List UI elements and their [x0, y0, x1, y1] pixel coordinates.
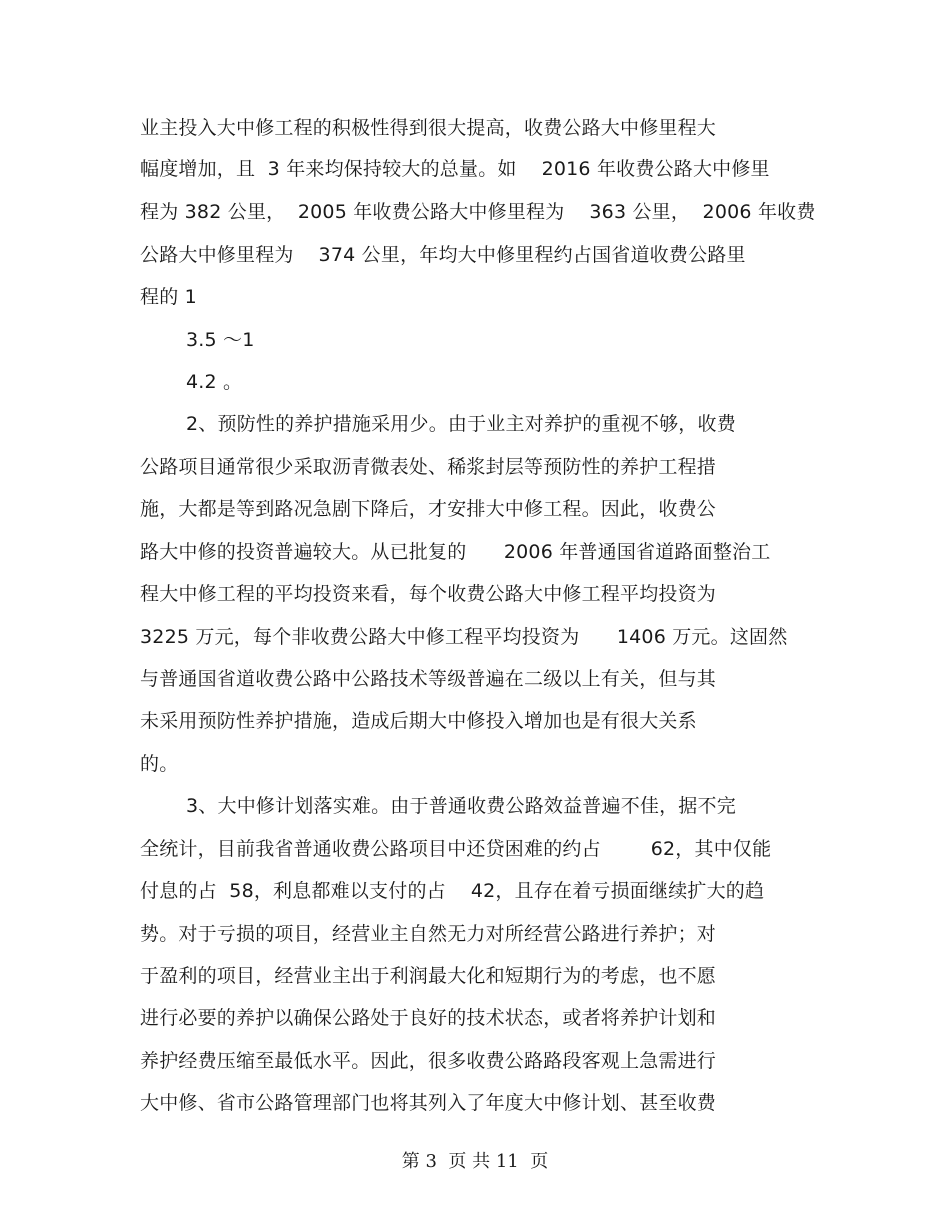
text-line: 程大中修工程的平均投资来看，每个收费公路大中修工程平均投资为 — [140, 583, 717, 605]
text-line: 付息的占 58，利息都难以支付的占 42，且存在着亏损面继续扩大的趋 — [140, 880, 765, 902]
text-line: 公路大中修里程为 374 公里，年均大中修里程约占国省道收费公路里 — [140, 244, 746, 266]
text-line: 程的 1 — [140, 286, 197, 308]
paragraph-start-line: 3、大中修计划落实难。由于普通收费公路效益普遍不佳，据不完 — [186, 795, 736, 817]
text-line: 势。对于亏损的项目，经营业主自然无力对所经营公路进行养护；对 — [140, 923, 717, 945]
page-number-footer: 第 3 页 共 11 页 — [401, 1151, 549, 1172]
text-line: 与普通国省道收费公路中公路技术等级普遍在二级以上有关，但与其 — [140, 668, 717, 690]
text-line: 3225 万元，每个非收费公路大中修工程平均投资为 1406 万元。这固然 — [140, 626, 788, 648]
text-line: 于盈利的项目，经营业主出于利润最大化和短期行为的考虑，也不愿 — [140, 965, 717, 987]
text-line: 程为 382 公里， 2005 年收费公路大中修里程为 363 公里， 2006 年收费 — [140, 201, 816, 223]
text-line: 进行必要的养护以确保公路处于良好的技术状态，或者将养护计划和 — [140, 1007, 717, 1029]
text-line: 的。 — [140, 753, 179, 775]
text-line: 未采用预防性养护措施，造成后期大中修投入增加也是有很大关系 — [140, 710, 697, 732]
text-line: 3.5 ～1 — [186, 329, 255, 351]
text-line: 路大中修的投资普遍较大。从已批复的 2006 年普通国省道路面整治工 — [140, 541, 771, 563]
text-line: 全统计，目前我省普通收费公路项目中还贷困难的约占 62，其中仅能 — [140, 838, 772, 860]
text-line: 业主投入大中修工程的积极性得到很大提高，收费公路大中修里程大 — [140, 117, 717, 139]
text-line: 公路项目通常很少采取沥青微表处、稀浆封层等预防性的养护工程措 — [140, 456, 717, 478]
text-line: 养护经费压缩至最低水平。因此，很多收费公路路段客观上急需进行 — [140, 1050, 717, 1072]
text-line: 大中修、省市公路管理部门也将其列入了年度大中修计划、甚至收费 — [140, 1092, 717, 1114]
text-line: 幅度增加，且 3 年来均保持较大的总量。如 2016 年收费公路大中修里 — [140, 158, 770, 180]
text-line: 4.2 。 — [186, 371, 243, 393]
paragraph-start-line: 2、预防性的养护措施采用少。由于业主对养护的重视不够，收费 — [186, 413, 736, 435]
text-line: 施，大都是等到路况急剧下降后，才安排大中修工程。因此，收费公 — [140, 498, 717, 520]
